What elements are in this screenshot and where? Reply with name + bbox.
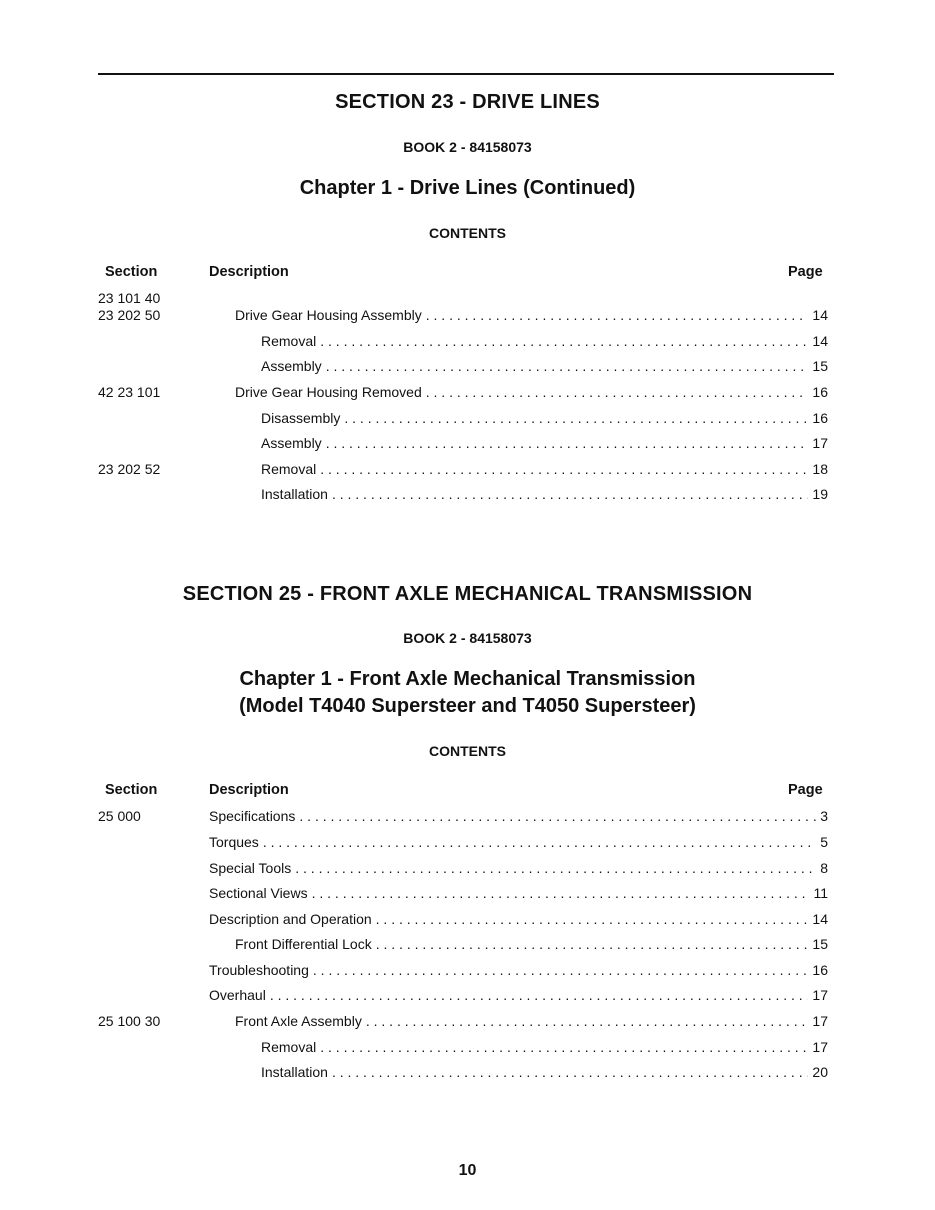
dot-leader: [299, 808, 816, 824]
toc-entry: [261, 358, 828, 374]
toc-page: 17: [812, 1013, 828, 1029]
section-25-description-header: Description: [209, 782, 289, 798]
toc-description: Assembly: [261, 435, 322, 451]
toc-description: Special Tools: [209, 860, 292, 876]
section-23-chapter-title: Chapter 1 - Drive Lines (Continued): [299, 177, 636, 199]
toc-row: [98, 860, 828, 880]
section-23-page-header: Page: [788, 264, 823, 280]
toc-page: 14: [812, 333, 828, 349]
toc-page: 17: [812, 435, 828, 451]
dot-leader: [320, 333, 808, 349]
toc-row: [98, 936, 828, 956]
toc-row: [98, 808, 828, 828]
dot-leader: [332, 486, 808, 502]
dot-leader: [320, 461, 808, 477]
toc-description: Drive Gear Housing Assembly: [235, 307, 422, 323]
toc-description: Troubleshooting: [209, 962, 309, 978]
toc-row: [98, 461, 828, 481]
toc-page: 19: [812, 486, 828, 502]
toc-section-code: 23 101 40: [98, 290, 161, 306]
toc-entry: [209, 885, 828, 901]
toc-entry: [209, 987, 828, 1003]
dot-leader: [376, 936, 809, 952]
toc-entry: [209, 962, 828, 978]
toc-entry: [261, 435, 828, 451]
toc-entry: [261, 486, 828, 502]
toc-row: [98, 1013, 828, 1033]
section-25-chapter-title-line2: (Model T4040 Supersteer and T4050 Supersteer): [239, 695, 696, 717]
toc-section-code: 25 000: [98, 808, 141, 824]
toc-page: 11: [813, 885, 828, 901]
toc-row: [98, 1064, 828, 1084]
toc-section-code: 25 100 30: [98, 1013, 161, 1029]
toc-page: 18: [812, 461, 828, 477]
toc-description: Front Axle Assembly: [235, 1013, 362, 1029]
toc-description: Assembly: [261, 358, 322, 374]
toc-description: Description and Operation: [209, 911, 372, 927]
toc-entry: [209, 860, 828, 876]
section-25-section-header: Section: [105, 782, 158, 798]
section-23-book: BOOK 2 - 84158073: [403, 139, 532, 155]
toc-page: 20: [812, 1064, 828, 1080]
toc-description: Installation: [261, 1064, 328, 1080]
toc-row: [98, 486, 828, 506]
dot-leader: [320, 1039, 808, 1055]
dot-leader: [270, 987, 809, 1003]
toc-entry: [235, 384, 828, 400]
toc-entry: [261, 1064, 828, 1080]
dot-leader: [295, 860, 816, 876]
toc-section-code: 42 23 101: [98, 384, 161, 400]
dot-leader: [312, 885, 810, 901]
toc-page: 3: [820, 808, 828, 824]
toc-entry: [261, 333, 828, 349]
dot-leader: [326, 435, 809, 451]
toc-row: [98, 358, 828, 378]
toc-page: 14: [812, 307, 828, 323]
section-23-description-header: Description: [209, 264, 289, 280]
toc-page: 17: [812, 1039, 828, 1055]
toc-row: [98, 384, 828, 404]
section-23-contents-label: CONTENTS: [429, 225, 506, 241]
dot-leader: [313, 962, 809, 978]
toc-row: [98, 333, 828, 353]
dot-leader: [366, 1013, 809, 1029]
dot-leader: [263, 834, 816, 850]
toc-section-code: 23 202 52: [98, 461, 161, 477]
top-rule: [98, 73, 834, 75]
section-25-chapter-title-line1: Chapter 1 - Front Axle Mechanical Transmission: [239, 668, 696, 690]
toc-entry: [235, 1013, 828, 1029]
dot-leader: [344, 410, 808, 426]
toc-entry: [209, 911, 828, 927]
dot-leader: [326, 358, 809, 374]
toc-entry: [209, 808, 828, 824]
toc-page: 16: [812, 384, 828, 400]
toc-description: Disassembly: [261, 410, 341, 426]
dot-leader: [376, 911, 809, 927]
toc-page: 16: [812, 410, 828, 426]
dot-leader: [426, 307, 809, 323]
toc-entry: [235, 936, 828, 952]
toc-page: 15: [812, 936, 828, 952]
toc-row: [98, 410, 828, 430]
toc-description: Overhaul: [209, 987, 266, 1003]
toc-description: Front Differential Lock: [235, 936, 372, 952]
toc-entry: [261, 1039, 828, 1055]
toc-row: [98, 987, 828, 1007]
toc-description: Sectional Views: [209, 885, 308, 901]
toc-entry: [261, 461, 828, 477]
section-25-book: BOOK 2 - 84158073: [403, 630, 532, 646]
toc-entry: [209, 834, 828, 850]
toc-page: 14: [812, 911, 828, 927]
toc-description: Removal: [261, 461, 317, 477]
toc-section-code: 23 202 50: [98, 307, 161, 323]
section-25-page-header: Page: [788, 782, 823, 798]
toc-description: Removal: [261, 333, 317, 349]
toc-description: Drive Gear Housing Removed: [235, 384, 422, 400]
toc-row: [98, 834, 828, 854]
toc-entry: [261, 410, 828, 426]
toc-page: 17: [812, 987, 828, 1003]
toc-entry: [235, 307, 828, 323]
section-25-contents-label: CONTENTS: [429, 743, 506, 759]
toc-page: 15: [812, 358, 828, 374]
page-number: 10: [458, 1162, 477, 1179]
toc-row: [98, 885, 828, 905]
toc-row: [98, 307, 828, 327]
toc-row: [98, 1039, 828, 1059]
toc-page: 5: [820, 834, 828, 850]
toc-description: Removal: [261, 1039, 317, 1055]
toc-page: 8: [820, 860, 828, 876]
section-23-section-header: Section: [105, 264, 158, 280]
toc-row: [98, 911, 828, 931]
dot-leader: [426, 384, 809, 400]
toc-description: Specifications: [209, 808, 296, 824]
section-25-title: SECTION 25 - FRONT AXLE MECHANICAL TRANSMISSION: [182, 583, 753, 605]
toc-row: [98, 962, 828, 982]
dot-leader: [332, 1064, 808, 1080]
toc-description: Installation: [261, 486, 328, 502]
toc-description: Torques: [209, 834, 259, 850]
section-23-title: SECTION 23 - DRIVE LINES: [335, 91, 600, 113]
toc-page: 16: [812, 962, 828, 978]
toc-row: [98, 435, 828, 455]
